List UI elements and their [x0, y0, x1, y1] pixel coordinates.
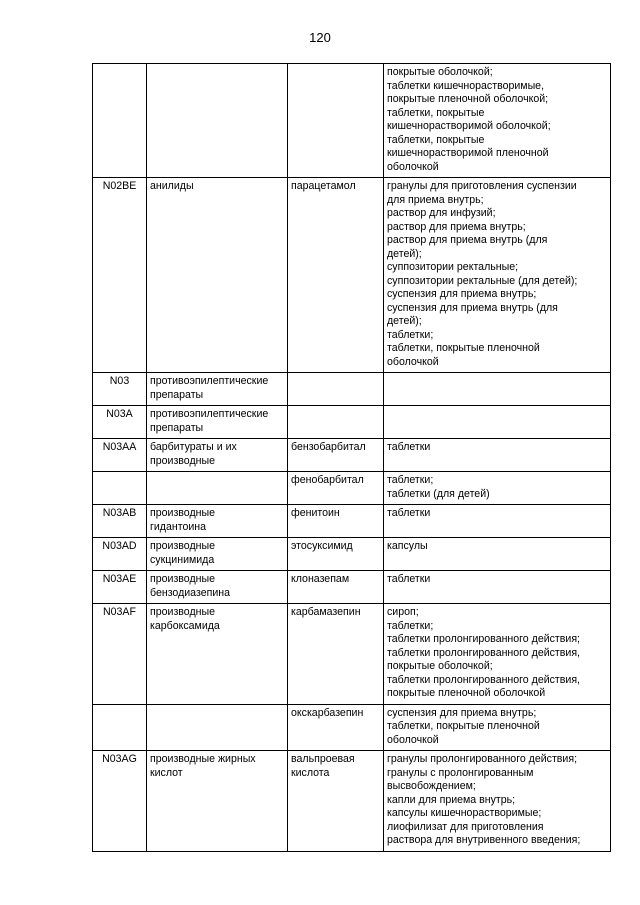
atc-code: N03AB — [93, 505, 147, 538]
pharmacological-group: анилиды — [147, 178, 288, 373]
table-row — [93, 178, 611, 373]
dosage-forms: таблетки; таблетки (для детей) — [384, 472, 611, 505]
table-row — [93, 704, 611, 751]
pharmacological-group: противоэпилептические препараты — [147, 373, 288, 406]
drug-name: этосуксимид — [288, 538, 384, 571]
drug-name — [288, 406, 384, 439]
drug-name — [288, 373, 384, 406]
table-row — [93, 604, 611, 705]
dosage-forms: покрытые оболочкой; таблетки кишечнорастворимые, покрытые пленочной оболочкой; таблетки, покрытые кишечнорастворимой оболочкой; таблетки, покрытые кишечнорастворимой пленочной оболочкой — [384, 64, 611, 178]
table-row — [93, 373, 611, 406]
atc-code: N03AE — [93, 571, 147, 604]
atc-code: N03 — [93, 373, 147, 406]
atc-code: N03AG — [93, 751, 147, 852]
drug-name — [288, 64, 384, 178]
drug-name: парацетамол — [288, 178, 384, 373]
pharmacological-group: производные бензодиазепина — [147, 571, 288, 604]
table-row — [93, 406, 611, 439]
table-row — [93, 538, 611, 571]
drug-name: фенитоин — [288, 505, 384, 538]
pharmacological-group: производные сукцинимида — [147, 538, 288, 571]
atc-code — [93, 704, 147, 751]
dosage-forms — [384, 373, 611, 406]
dosage-forms: суспензия для приема внутрь; таблетки, покрытые пленочной оболочкой — [384, 704, 611, 751]
dosage-forms: таблетки — [384, 505, 611, 538]
pharmacological-group: производные жирных кислот — [147, 751, 288, 852]
drug-name: фенобарбитал — [288, 472, 384, 505]
table-row — [93, 505, 611, 538]
drug-name: вальпроевая кислота — [288, 751, 384, 852]
pharmacological-group — [147, 472, 288, 505]
atc-code: N03A — [93, 406, 147, 439]
pharmacological-group: барбитураты и их производные — [147, 439, 288, 472]
table-row — [93, 64, 611, 178]
table-row — [93, 439, 611, 472]
atc-code: N03AD — [93, 538, 147, 571]
pharmacological-group: производные карбоксамида — [147, 604, 288, 705]
table-row — [93, 751, 611, 852]
drug-name: карбамазепин — [288, 604, 384, 705]
dosage-forms: капсулы — [384, 538, 611, 571]
drug-name: окскарбазепин — [288, 704, 384, 751]
dosage-forms — [384, 406, 611, 439]
pharmacological-group: противоэпилептические препараты — [147, 406, 288, 439]
table-row — [93, 571, 611, 604]
drug-table — [92, 63, 611, 852]
atc-code: N03AF — [93, 604, 147, 705]
drug-name: бензобарбитал — [288, 439, 384, 472]
table-row — [93, 472, 611, 505]
pharmacological-group: производные гидантоина — [147, 505, 288, 538]
pharmacological-group — [147, 704, 288, 751]
dosage-forms: сироп; таблетки; таблетки пролонгированного действия; таблетки пролонгированного действия, покрытые оболочкой; таблетки пролонгированного действия, покрытые пленочной оболочкой — [384, 604, 611, 705]
atc-code: N02BE — [93, 178, 147, 373]
drug-name: клоназепам — [288, 571, 384, 604]
atc-code — [93, 64, 147, 178]
page-number: 120 — [309, 30, 331, 45]
atc-code: N03AA — [93, 439, 147, 472]
dosage-forms: таблетки — [384, 571, 611, 604]
atc-code — [93, 472, 147, 505]
dosage-forms: таблетки — [384, 439, 611, 472]
dosage-forms: гранулы для приготовления суспензии для приема внутрь; раствор для инфузий; раствор для приема внутрь; раствор для приема внутрь (для детей); суппозитории ректальные; суппозитории ректальные (для детей); суспензия для приема внутрь; суспензия для приема внутрь (для детей); таблетки; таблетки, покрытые пленочной оболочкой — [384, 178, 611, 373]
dosage-forms: гранулы пролонгированного действия; гранулы с пролонгированным высвобождением; капли для приема внутрь; капсулы кишечнорастворимые; лиофилизат для приготовления раствора для внутривенного введения; — [384, 751, 611, 852]
pharmacological-group — [147, 64, 288, 178]
